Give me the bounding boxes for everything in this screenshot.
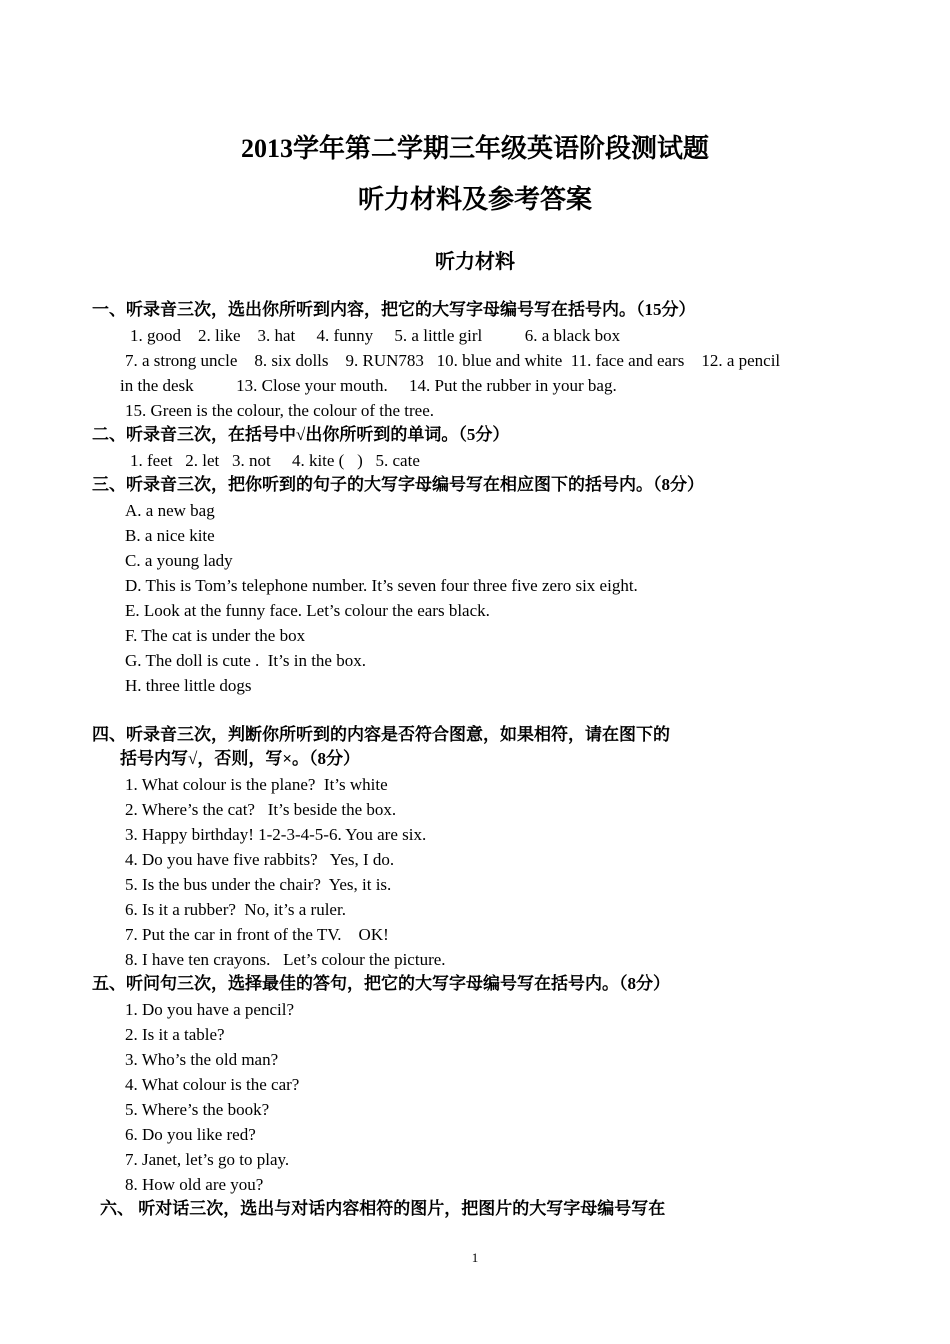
section-2-heading: 二、听录音三次，在括号中√出你所听到的单词。（5分） [92,425,510,444]
document-title: 2013学年第二学期三年级英语阶段测试题 [240,134,709,163]
section-3-line: C. a young lady [125,551,233,570]
section-3-line: D. This is Tom’s telephone number. It’s seven four three five zero six eight. [125,576,638,595]
section-3-line: H. three little dogs [125,676,252,695]
section-2-line: 1. feet 2. let 3. not 4. kite ( ) 5. cate [130,451,420,470]
section-3-heading: 三、听录音三次，把你听到的句子的大写字母编号写在相应图下的括号内。（8分） [92,475,704,494]
section-5-line: 8. How old are you? [125,1175,264,1194]
section-3-line: A. a new bag [125,501,215,520]
section-5-line: 2. Is it a table? [125,1025,225,1044]
section-1-line: 7. a strong uncle 8. six dolls 9. RUN783 10. blue and white 11. face and ears 12. a pencil [125,351,781,370]
section-5-line: 6. Do you like red? [125,1125,256,1144]
section-5-line: 5. Where’s the book? [125,1100,270,1119]
section-4-line: 6. Is it a rubber? No, it’s a ruler. [125,900,346,919]
section-6-heading: 六、 听对话三次，选出与对话内容相符的图片，把图片的大写字母编号写在 [100,1199,666,1218]
section-3-line: B. a nice kite [125,526,215,545]
section-4-line: 4. Do you have five rabbits? Yes, I do. [125,850,395,869]
section-4-line: 3. Happy birthday! 1-2-3-4-5-6. You are six. [125,825,427,844]
section-1-line: in the desk 13. Close your mouth. 14. Put the rubber in your bag. [120,376,617,395]
section-3-line: F. The cat is under the box [125,626,306,645]
section-1-heading: 一、听录音三次，选出你所听到内容，把它的大写字母编号写在括号内。（15分） [92,300,696,319]
section-4-heading: 四、听录音三次，判断你所听到的内容是否符合图意，如果相符，请在图下的 [92,725,670,744]
section-1-line: 15. Green is the colour, the colour of the tree. [125,401,434,420]
section-4-line: 2. Where’s the cat? It’s beside the box. [125,800,397,819]
document-subtitle: 听力材料及参考答案 [357,185,592,214]
page-number: 1 [471,1250,479,1265]
section-5-line: 3. Who’s the old man? [125,1050,279,1069]
section-4-line: 7. Put the car in front of the TV. OK! [125,925,389,944]
section-5-heading: 五、听问句三次，选择最佳的答句，把它的大写字母编号写在括号内。（8分） [92,974,670,993]
section-3-line: E. Look at the funny face. Let’s colour the ears black. [125,601,490,620]
section-5-line: 1. Do you have a pencil? [125,1000,294,1019]
section-label: 听力材料 [435,251,515,273]
section-4-line: 5. Is the bus under the chair? Yes, it is. [125,875,392,894]
section-4-heading-cont: 括号内写√，否则，写×。（8分） [120,749,361,768]
section-5-line: 7. Janet, let’s go to play. [125,1150,290,1169]
section-5-line: 4. What colour is the car? [125,1075,300,1094]
section-1-line: 1. good 2. like 3. hat 4. funny 5. a little girl 6. a black box [130,326,621,345]
section-4-line: 8. I have ten crayons. Let’s colour the picture. [125,950,446,969]
section-3-line: G. The doll is cute . It’s in the box. [125,651,366,670]
section-4-line: 1. What colour is the plane? It’s white [125,775,388,794]
